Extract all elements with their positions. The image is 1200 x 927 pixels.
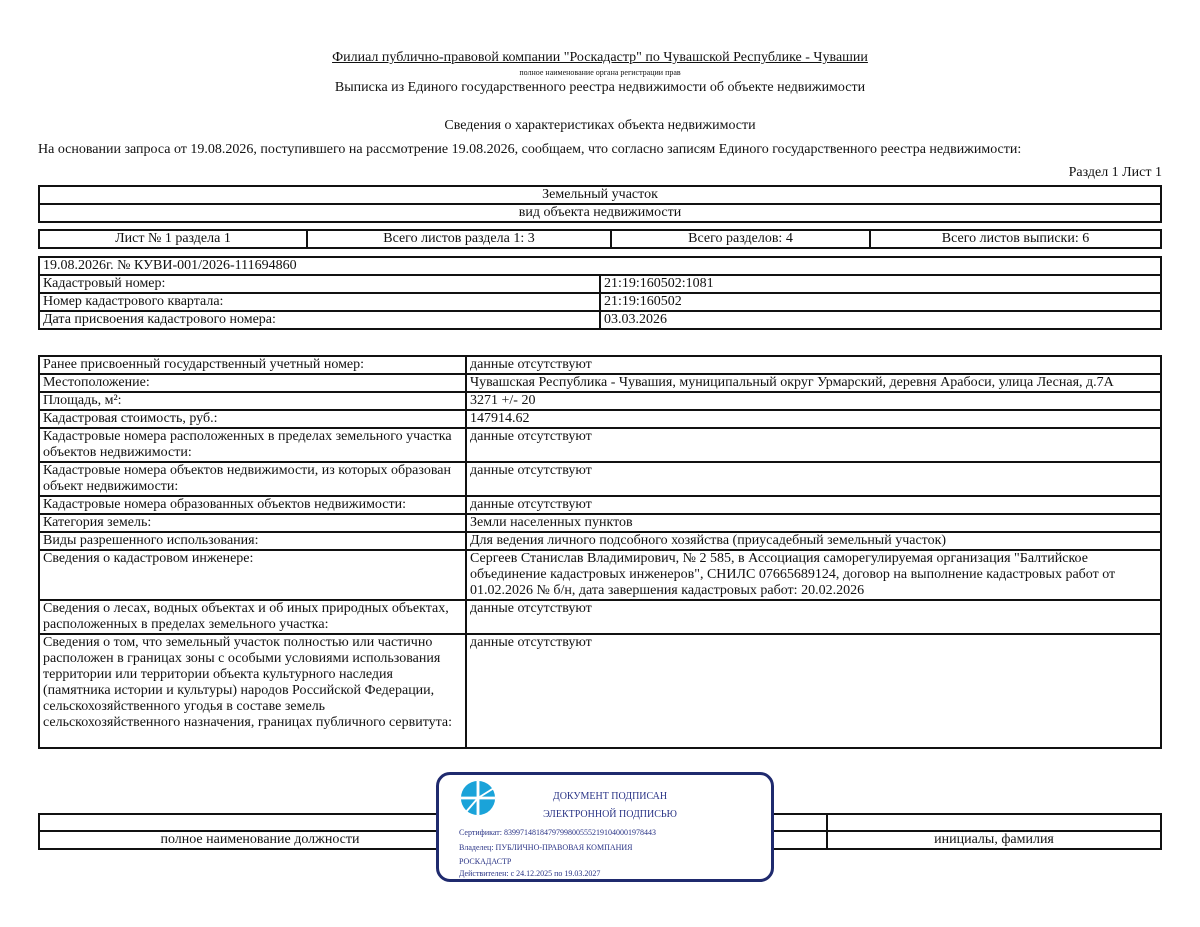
stamp-line-1: ДОКУМЕНТ ПОДПИСАН (552, 791, 668, 802)
row-value: данные отсутствуют (466, 356, 1161, 374)
table-row (39, 462, 1161, 496)
document-title: Выписка из Единого государственного реестра недвижимости об объекте недвижимости (334, 80, 866, 95)
row-value: 03.03.2026 (600, 311, 1161, 329)
row-value: данные отсутствуют (466, 428, 1161, 462)
row-value: Для ведения личного подсобного хозяйства (приусадебный земельный участок) (466, 532, 1161, 550)
sheets-table (38, 229, 1162, 249)
total-sections: Всего разделов: 4 (611, 230, 870, 248)
row-value: 3271 +/- 20 (466, 392, 1161, 410)
row-label: Номер кадастрового квартала: (39, 293, 600, 311)
row-value: Чувашская Республика - Чувашия, муниципальный округ Урмарский, деревня Арабоси, улица Лесная, д.7А (466, 374, 1161, 392)
position-caption: полное наименование должности (39, 831, 481, 849)
row-label: Дата присвоения кадастрового номера: (39, 311, 600, 329)
table-row (39, 293, 1161, 311)
object-kind-caption: вид объекта недвижимости (39, 204, 1161, 222)
table-row (39, 356, 1161, 374)
table-row (39, 311, 1161, 329)
stamp-owner-2: РОСКАДАСТР (459, 857, 512, 866)
stamp-line-2: ЭЛЕКТРОННОЙ ПОДПИСЬЮ (543, 809, 677, 820)
details-table (38, 355, 1162, 749)
row-value: 147914.62 (466, 410, 1161, 428)
row-value: Земли населенных пунктов (466, 514, 1161, 532)
row-label: Кадастровая стоимость, руб.: (39, 410, 466, 428)
stamp-owner: Владелец: ПУБЛИЧНО-ПРАВОВАЯ КОМПАНИЯ (459, 843, 633, 852)
row-label: Местоположение: (39, 374, 466, 392)
row-value: данные отсутствуют (466, 634, 1161, 748)
table-row (39, 600, 1161, 634)
sheet-number: Лист № 1 раздела 1 (39, 230, 307, 248)
stamp-validity: Действителен: с 24.12.2025 по 19.03.2027 (459, 869, 601, 878)
electronic-signature-stamp (436, 772, 774, 882)
row-value: 21:19:160502:1081 (600, 275, 1161, 293)
table-row (39, 392, 1161, 410)
row-label: Сведения о кадастровом инженере: (39, 550, 466, 600)
row-label: Площадь, м²: (39, 392, 466, 410)
table-row (39, 634, 1161, 748)
table-row (39, 275, 1161, 293)
row-label: Кадастровый номер: (39, 275, 600, 293)
extract-number: 19.08.2026г. № КУВИ-001/2026-111694860 (39, 257, 1161, 275)
object-kind-table (38, 185, 1162, 223)
total-section-sheets: Всего листов раздела 1: 3 (307, 230, 611, 248)
row-value: данные отсутствуют (466, 600, 1161, 634)
name-caption: инициалы, фамилия (827, 831, 1161, 849)
row-value: Сергеев Станислав Владимирович, № 2 585, в Ассоциация саморегулируемая организация "Балтийское объединение кадастровых инженеров", СНИЛС 07665689124, договор на выполнение кадастровых работ от 01.02.2026 № б/н, дата завершения кадастровых работ: 20.02.2026 (466, 550, 1161, 600)
table-row (39, 410, 1161, 428)
row-label: Сведения о лесах, водных объектах и об иных природных объектах, расположенных в пределах земельного участка: (39, 600, 466, 634)
table-row (39, 496, 1161, 514)
ident-table (38, 256, 1162, 330)
section-sheet-label: Раздел 1 Лист 1 (1068, 165, 1162, 180)
org-full-name: Филиал публично-правовой компании "Роскадастр" по Чувашской Республике - Чувашии (332, 50, 868, 65)
table-row (39, 550, 1161, 600)
total-extract-sheets: Всего листов выписки: 6 (870, 230, 1161, 248)
row-label: Ранее присвоенный государственный учетный номер: (39, 356, 466, 374)
stamp-certificate: Сертификат: 8399714818479799800555219104000197844З (459, 828, 656, 837)
row-label: Сведения о том, что земельный участок полностью или частично расположен в границах зоны с особыми условиями использования территории или территории объекта культурного наследия (памятника истории и культуры) народов Российской Федерации, сельскохозяйственного угодья в составе земель сельскохозяйственного назначения, границах публичного сервитута: (39, 634, 466, 748)
intro-text: На основании запроса от 19.08.2026, поступившего на рассмотрение 19.08.2026, сообщаем, что согласно записям Единого государственного реестра недвижимости: (38, 142, 1022, 157)
row-label: Кадастровые номера расположенных в пределах земельного участка объектов недвижимости: (39, 428, 466, 462)
row-label: Кадастровые номера образованных объектов недвижимости: (39, 496, 466, 514)
row-value: данные отсутствуют (466, 462, 1161, 496)
table-row (39, 374, 1161, 392)
object-kind: Земельный участок (39, 186, 1161, 204)
table-row (39, 428, 1161, 462)
table-row (39, 514, 1161, 532)
row-label: Кадастровые номера объектов недвижимости, из которых образован объект недвижимости: (39, 462, 466, 496)
row-label: Категория земель: (39, 514, 466, 532)
row-label: Виды разрешенного использования: (39, 532, 466, 550)
row-value: 21:19:160502 (600, 293, 1161, 311)
table-row (39, 532, 1161, 550)
section-title: Сведения о характеристиках объекта недвижимости (444, 118, 756, 133)
org-caption: полное наименование органа регистрации прав (519, 68, 681, 77)
row-value: данные отсутствуют (466, 496, 1161, 514)
